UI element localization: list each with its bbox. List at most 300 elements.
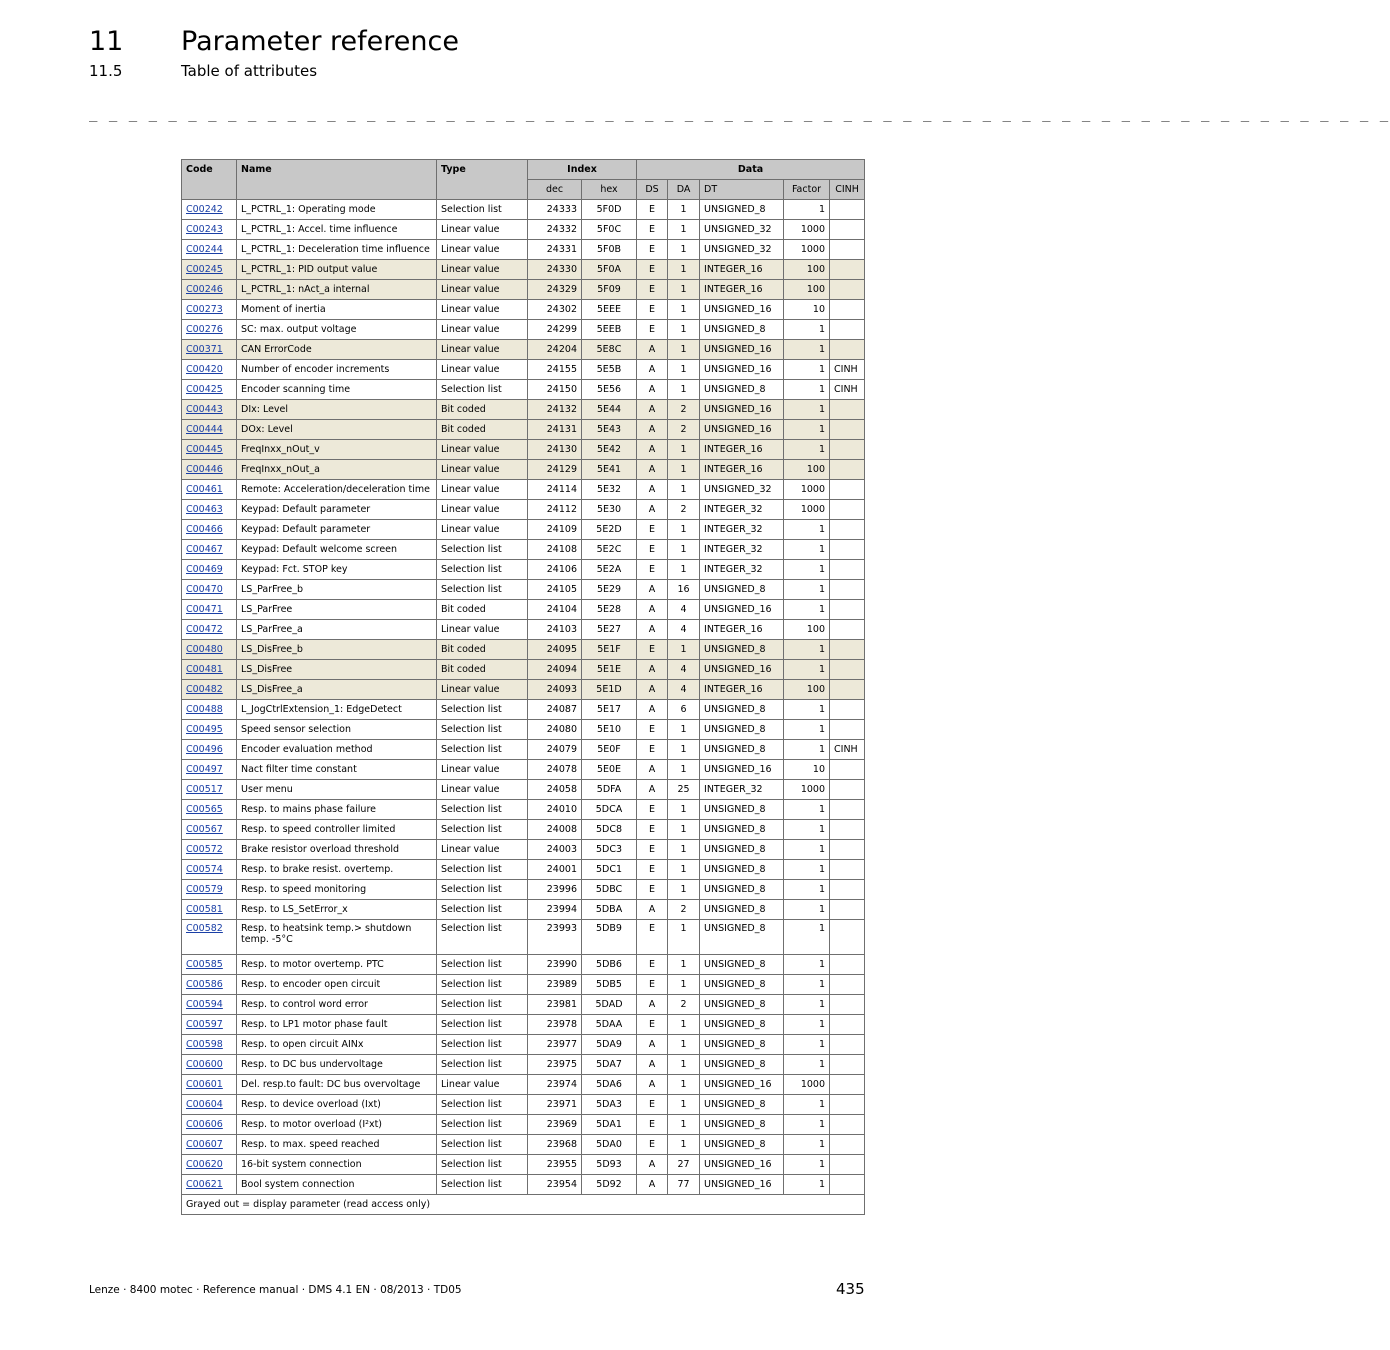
cell-type: Selection list xyxy=(437,580,528,600)
header-cinh: CINH xyxy=(830,180,865,200)
table-row xyxy=(182,1075,865,1095)
cell-dt: UNSIGNED_8 xyxy=(700,1035,784,1055)
code-link[interactable]: C00572 xyxy=(186,844,223,855)
cell-dt: UNSIGNED_8 xyxy=(700,860,784,880)
cell-type: Selection list xyxy=(437,1035,528,1055)
code-link[interactable]: C00242 xyxy=(186,204,223,215)
cell-type: Linear value xyxy=(437,340,528,360)
cell-dec: 24108 xyxy=(528,540,582,560)
cell-hex: 5DA1 xyxy=(582,1115,637,1135)
cell-code xyxy=(182,480,237,500)
code-link[interactable]: C00565 xyxy=(186,804,223,815)
cell-hex: 5DC1 xyxy=(582,860,637,880)
cell-dt: UNSIGNED_16 xyxy=(700,1075,784,1095)
code-link[interactable]: C00246 xyxy=(186,284,223,295)
cell-type: Selection list xyxy=(437,200,528,220)
cell-name: Resp. to encoder open circuit xyxy=(237,975,437,995)
cell-code xyxy=(182,660,237,680)
cell-da: 1 xyxy=(668,760,700,780)
code-link[interactable]: C00472 xyxy=(186,624,223,635)
cell-name: L_PCTRL_1: Accel. time influence xyxy=(237,220,437,240)
cell-factor: 100 xyxy=(784,460,830,480)
code-link[interactable]: C00463 xyxy=(186,504,223,515)
cell-ds: E xyxy=(637,860,668,880)
cell-code xyxy=(182,1075,237,1095)
cell-dec: 23968 xyxy=(528,1135,582,1155)
table-row xyxy=(182,300,865,320)
cell-type: Linear value xyxy=(437,500,528,520)
table-row xyxy=(182,540,865,560)
cell-name: Resp. to brake resist. overtemp. xyxy=(237,860,437,880)
cell-cinh xyxy=(830,620,865,640)
cell-ds: E xyxy=(637,200,668,220)
code-link[interactable]: C00243 xyxy=(186,224,223,235)
cell-name: Bool system connection xyxy=(237,1175,437,1195)
cell-hex: 5D93 xyxy=(582,1155,637,1175)
cell-hex: 5EEE xyxy=(582,300,637,320)
code-link[interactable]: C00469 xyxy=(186,564,223,575)
cell-dec: 24106 xyxy=(528,560,582,580)
cell-cinh xyxy=(830,880,865,900)
cell-dt: UNSIGNED_8 xyxy=(700,1015,784,1035)
cell-da: 1 xyxy=(668,520,700,540)
cell-da: 1 xyxy=(668,540,700,560)
cell-dt: UNSIGNED_16 xyxy=(700,360,784,380)
cell-cinh xyxy=(830,1075,865,1095)
section-title: Table of attributes xyxy=(181,62,318,80)
cell-name: Keypad: Default parameter xyxy=(237,500,437,520)
cell-ds: E xyxy=(637,720,668,740)
cell-ds: E xyxy=(637,880,668,900)
cell-factor: 1 xyxy=(784,360,830,380)
cell-dec: 24150 xyxy=(528,380,582,400)
table-row xyxy=(182,660,865,680)
cell-ds: E xyxy=(637,260,668,280)
cell-type: Linear value xyxy=(437,260,528,280)
code-link[interactable]: C00600 xyxy=(186,1059,223,1070)
cell-dec: 23969 xyxy=(528,1115,582,1135)
cell-type: Selection list xyxy=(437,380,528,400)
cell-factor: 1 xyxy=(784,340,830,360)
cell-factor: 1 xyxy=(784,200,830,220)
cell-dt: UNSIGNED_16 xyxy=(700,340,784,360)
table-row xyxy=(182,880,865,900)
cell-dt: UNSIGNED_16 xyxy=(700,600,784,620)
cell-da: 1 xyxy=(668,800,700,820)
cell-code xyxy=(182,680,237,700)
cell-name: Resp. to open circuit AINx xyxy=(237,1035,437,1055)
cell-type: Linear value xyxy=(437,280,528,300)
cell-ds: A xyxy=(637,900,668,920)
cell-factor: 1 xyxy=(784,840,830,860)
cell-dt: UNSIGNED_8 xyxy=(700,800,784,820)
cell-factor: 1 xyxy=(784,1035,830,1055)
code-link[interactable]: C00244 xyxy=(186,244,223,255)
cell-cinh xyxy=(830,580,865,600)
cell-hex: 5E8C xyxy=(582,340,637,360)
cell-factor: 1 xyxy=(784,1015,830,1035)
cell-code xyxy=(182,820,237,840)
cell-type: Linear value xyxy=(437,220,528,240)
cell-cinh: CINH xyxy=(830,740,865,760)
cell-da: 1 xyxy=(668,380,700,400)
cell-code xyxy=(182,260,237,280)
code-link[interactable]: C00581 xyxy=(186,904,223,915)
cell-dt: UNSIGNED_8 xyxy=(700,880,784,900)
cell-ds: E xyxy=(637,840,668,860)
code-link[interactable]: C00604 xyxy=(186,1099,223,1110)
cell-code xyxy=(182,1155,237,1175)
cell-cinh xyxy=(830,780,865,800)
code-link[interactable]: C00467 xyxy=(186,544,223,555)
header-dt: DT xyxy=(700,180,784,200)
cell-code xyxy=(182,720,237,740)
cell-da: 1 xyxy=(668,240,700,260)
cell-type: Selection list xyxy=(437,1095,528,1115)
cell-name: LS_DisFree_b xyxy=(237,640,437,660)
cell-ds: A xyxy=(637,1035,668,1055)
code-link[interactable]: C00620 xyxy=(186,1159,223,1170)
code-link[interactable]: C00517 xyxy=(186,784,223,795)
cell-dt: UNSIGNED_32 xyxy=(700,240,784,260)
cell-dt: UNSIGNED_8 xyxy=(700,995,784,1015)
cell-factor: 1 xyxy=(784,955,830,975)
cell-hex: 5DA6 xyxy=(582,1075,637,1095)
cell-factor: 1 xyxy=(784,380,830,400)
cell-dt: INTEGER_32 xyxy=(700,500,784,520)
cell-type: Linear value xyxy=(437,1075,528,1095)
cell-ds: A xyxy=(637,380,668,400)
cell-name: Nact filter time constant xyxy=(237,760,437,780)
table-row xyxy=(182,920,865,955)
code-link[interactable]: C00461 xyxy=(186,484,223,495)
cell-cinh xyxy=(830,840,865,860)
cell-name: FreqInxx_nOut_v xyxy=(237,440,437,460)
cell-ds: E xyxy=(637,1135,668,1155)
cell-hex: 5DBA xyxy=(582,900,637,920)
cell-factor: 1 xyxy=(784,1055,830,1075)
code-link[interactable]: C00276 xyxy=(186,324,223,335)
cell-da: 2 xyxy=(668,900,700,920)
cell-dt: UNSIGNED_8 xyxy=(700,820,784,840)
code-link[interactable]: C00586 xyxy=(186,979,223,990)
cell-hex: 5DC3 xyxy=(582,840,637,860)
cell-dt: UNSIGNED_8 xyxy=(700,200,784,220)
cell-dec: 24329 xyxy=(528,280,582,300)
cell-da: 1 xyxy=(668,260,700,280)
code-link[interactable]: C00585 xyxy=(186,959,223,970)
cell-type: Selection list xyxy=(437,1055,528,1075)
section-number: 11.5 xyxy=(89,62,123,80)
code-link[interactable]: C00601 xyxy=(186,1079,223,1090)
cell-hex: 5E27 xyxy=(582,620,637,640)
table-row xyxy=(182,260,865,280)
attributes-table xyxy=(181,159,865,1215)
cell-dec: 23954 xyxy=(528,1175,582,1195)
code-link[interactable]: C00607 xyxy=(186,1139,223,1150)
cell-dec: 24079 xyxy=(528,740,582,760)
table-footnote: Grayed out = display parameter (read access only) xyxy=(182,1195,865,1215)
cell-hex: 5DA3 xyxy=(582,1095,637,1115)
code-link[interactable]: C00594 xyxy=(186,999,223,1010)
cell-da: 27 xyxy=(668,1155,700,1175)
code-link[interactable]: C00496 xyxy=(186,744,223,755)
table-row xyxy=(182,520,865,540)
cell-type: Linear value xyxy=(437,520,528,540)
cell-hex: 5E32 xyxy=(582,480,637,500)
cell-dt: UNSIGNED_16 xyxy=(700,300,784,320)
cell-name: CAN ErrorCode xyxy=(237,340,437,360)
cell-code xyxy=(182,200,237,220)
cell-dec: 23990 xyxy=(528,955,582,975)
cell-type: Selection list xyxy=(437,995,528,1015)
cell-code xyxy=(182,1015,237,1035)
cell-code xyxy=(182,1035,237,1055)
cell-hex: 5E56 xyxy=(582,380,637,400)
cell-code xyxy=(182,955,237,975)
code-link[interactable]: C00371 xyxy=(186,344,223,355)
cell-cinh xyxy=(830,700,865,720)
cell-dec: 24131 xyxy=(528,420,582,440)
code-link[interactable]: C00481 xyxy=(186,664,223,675)
cell-factor: 1 xyxy=(784,420,830,440)
table-row xyxy=(182,320,865,340)
cell-code xyxy=(182,760,237,780)
cell-code xyxy=(182,300,237,320)
table-row xyxy=(182,995,865,1015)
cell-da: 1 xyxy=(668,560,700,580)
cell-code xyxy=(182,320,237,340)
cell-dec: 24330 xyxy=(528,260,582,280)
cell-dt: INTEGER_32 xyxy=(700,780,784,800)
cell-code xyxy=(182,420,237,440)
cell-dec: 24114 xyxy=(528,480,582,500)
cell-ds: E xyxy=(637,740,668,760)
code-link[interactable]: C00488 xyxy=(186,704,223,715)
cell-factor: 1000 xyxy=(784,220,830,240)
cell-dt: UNSIGNED_8 xyxy=(700,580,784,600)
cell-dec: 24078 xyxy=(528,760,582,780)
cell-code xyxy=(182,220,237,240)
cell-dec: 24333 xyxy=(528,200,582,220)
cell-type: Selection list xyxy=(437,560,528,580)
cell-dt: UNSIGNED_8 xyxy=(700,955,784,975)
cell-dec: 23955 xyxy=(528,1155,582,1175)
cell-ds: E xyxy=(637,540,668,560)
cell-type: Linear value xyxy=(437,780,528,800)
cell-cinh xyxy=(830,1035,865,1055)
table-row xyxy=(182,200,865,220)
cell-code xyxy=(182,540,237,560)
cell-dt: UNSIGNED_16 xyxy=(700,1175,784,1195)
cell-dec: 24094 xyxy=(528,660,582,680)
cell-code xyxy=(182,640,237,660)
cell-name: L_JogCtrlExtension_1: EdgeDetect xyxy=(237,700,437,720)
code-link[interactable]: C00245 xyxy=(186,264,223,275)
table-row xyxy=(182,1095,865,1115)
cell-cinh xyxy=(830,640,865,660)
cell-factor: 10 xyxy=(784,300,830,320)
cell-ds: E xyxy=(637,300,668,320)
cell-type: Linear value xyxy=(437,480,528,500)
code-link[interactable]: C00466 xyxy=(186,524,223,535)
code-link[interactable]: C00597 xyxy=(186,1019,223,1030)
cell-hex: 5F0B xyxy=(582,240,637,260)
cell-code xyxy=(182,620,237,640)
cell-cinh: CINH xyxy=(830,360,865,380)
cell-code xyxy=(182,920,237,955)
cell-dec: 23981 xyxy=(528,995,582,1015)
cell-cinh xyxy=(830,560,865,580)
footer-text: Lenze · 8400 motec · Reference manual · DMS 4.1 EN · 08/2013 · TD05 xyxy=(89,1284,462,1296)
cell-hex: 5E41 xyxy=(582,460,637,480)
header-hex: hex xyxy=(582,180,637,200)
cell-da: 2 xyxy=(668,420,700,440)
cell-code xyxy=(182,995,237,1015)
code-link[interactable]: C00574 xyxy=(186,864,223,875)
cell-type: Linear value xyxy=(437,320,528,340)
cell-name: Resp. to speed monitoring xyxy=(237,880,437,900)
code-link[interactable]: C00497 xyxy=(186,764,223,775)
table-row xyxy=(182,800,865,820)
cell-code xyxy=(182,280,237,300)
code-link[interactable]: C00470 xyxy=(186,584,223,595)
cell-type: Linear value xyxy=(437,360,528,380)
cell-factor: 1000 xyxy=(784,480,830,500)
cell-hex: 5F09 xyxy=(582,280,637,300)
cell-da: 1 xyxy=(668,720,700,740)
cell-factor: 1 xyxy=(784,1095,830,1115)
cell-cinh xyxy=(830,975,865,995)
cell-type: Selection list xyxy=(437,880,528,900)
cell-dt: UNSIGNED_8 xyxy=(700,720,784,740)
cell-da: 1 xyxy=(668,880,700,900)
code-link[interactable]: C00443 xyxy=(186,404,223,415)
cell-ds: A xyxy=(637,1175,668,1195)
cell-factor: 1 xyxy=(784,1155,830,1175)
code-link[interactable]: C00444 xyxy=(186,424,223,435)
cell-cinh xyxy=(830,480,865,500)
cell-code xyxy=(182,780,237,800)
cell-ds: A xyxy=(637,760,668,780)
cell-factor: 1 xyxy=(784,440,830,460)
code-link[interactable]: C00425 xyxy=(186,384,223,395)
table-row xyxy=(182,500,865,520)
code-link[interactable]: C00621 xyxy=(186,1179,223,1190)
table-row xyxy=(182,740,865,760)
cell-dec: 24003 xyxy=(528,840,582,860)
cell-code xyxy=(182,500,237,520)
cell-da: 4 xyxy=(668,660,700,680)
cell-hex: 5D92 xyxy=(582,1175,637,1195)
cell-hex: 5DA7 xyxy=(582,1055,637,1075)
code-link[interactable]: C00495 xyxy=(186,724,223,735)
cell-name: Remote: Acceleration/deceleration time xyxy=(237,480,437,500)
cell-type: Selection list xyxy=(437,720,528,740)
cell-hex: 5E2D xyxy=(582,520,637,540)
cell-type: Bit coded xyxy=(437,400,528,420)
header-factor: Factor xyxy=(784,180,830,200)
cell-name: Resp. to max. speed reached xyxy=(237,1135,437,1155)
cell-dec: 24103 xyxy=(528,620,582,640)
code-link[interactable]: C00482 xyxy=(186,684,223,695)
cell-ds: E xyxy=(637,1095,668,1115)
code-link[interactable]: C00446 xyxy=(186,464,223,475)
cell-ds: E xyxy=(637,280,668,300)
cell-factor: 100 xyxy=(784,280,830,300)
cell-factor: 1 xyxy=(784,520,830,540)
cell-ds: A xyxy=(637,460,668,480)
code-link[interactable]: C00445 xyxy=(186,444,223,455)
cell-hex: 5E10 xyxy=(582,720,637,740)
table-row xyxy=(182,1175,865,1195)
cell-name: Del. resp.to fault: DC bus overvoltage xyxy=(237,1075,437,1095)
cell-ds: A xyxy=(637,700,668,720)
table-row xyxy=(182,1115,865,1135)
code-link[interactable]: C00567 xyxy=(186,824,223,835)
cell-dt: UNSIGNED_16 xyxy=(700,420,784,440)
cell-factor: 1 xyxy=(784,1135,830,1155)
cell-hex: 5DAA xyxy=(582,1015,637,1035)
code-link[interactable]: C00471 xyxy=(186,604,223,615)
cell-da: 1 xyxy=(668,740,700,760)
cell-name: Resp. to heatsink temp.> shutdown temp. -5°C xyxy=(237,920,437,955)
cell-factor: 100 xyxy=(784,680,830,700)
cell-factor: 10 xyxy=(784,760,830,780)
cell-cinh xyxy=(830,900,865,920)
cell-dt: UNSIGNED_8 xyxy=(700,840,784,860)
cell-dt: INTEGER_32 xyxy=(700,520,784,540)
code-link[interactable]: C00420 xyxy=(186,364,223,375)
table-row xyxy=(182,780,865,800)
cell-name: Resp. to DC bus undervoltage xyxy=(237,1055,437,1075)
cell-type: Selection list xyxy=(437,860,528,880)
code-link[interactable]: C00606 xyxy=(186,1119,223,1130)
cell-cinh xyxy=(830,540,865,560)
cell-type: Linear value xyxy=(437,680,528,700)
code-link[interactable]: C00598 xyxy=(186,1039,223,1050)
cell-dec: 24095 xyxy=(528,640,582,660)
cell-name: L_PCTRL_1: nAct_a internal xyxy=(237,280,437,300)
cell-dt: UNSIGNED_16 xyxy=(700,660,784,680)
cell-hex: 5E28 xyxy=(582,600,637,620)
cell-da: 2 xyxy=(668,400,700,420)
cell-code xyxy=(182,1055,237,1075)
code-link[interactable]: C00582 xyxy=(186,923,223,934)
cell-da: 1 xyxy=(668,640,700,660)
cell-hex: 5DB5 xyxy=(582,975,637,995)
cell-cinh xyxy=(830,500,865,520)
cell-dec: 24155 xyxy=(528,360,582,380)
cell-hex: 5F0C xyxy=(582,220,637,240)
cell-code xyxy=(182,460,237,480)
code-link[interactable]: C00579 xyxy=(186,884,223,895)
cell-ds: E xyxy=(637,220,668,240)
cell-dec: 24010 xyxy=(528,800,582,820)
cell-cinh xyxy=(830,320,865,340)
cell-factor: 100 xyxy=(784,620,830,640)
code-link[interactable]: C00273 xyxy=(186,304,223,315)
table-row xyxy=(182,840,865,860)
cell-name: Resp. to motor overload (I²xt) xyxy=(237,1115,437,1135)
cell-factor: 1 xyxy=(784,560,830,580)
cell-da: 77 xyxy=(668,1175,700,1195)
code-link[interactable]: C00480 xyxy=(186,644,223,655)
cell-cinh xyxy=(830,280,865,300)
cell-cinh xyxy=(830,680,865,700)
cell-hex: 5E1D xyxy=(582,680,637,700)
cell-da: 1 xyxy=(668,220,700,240)
